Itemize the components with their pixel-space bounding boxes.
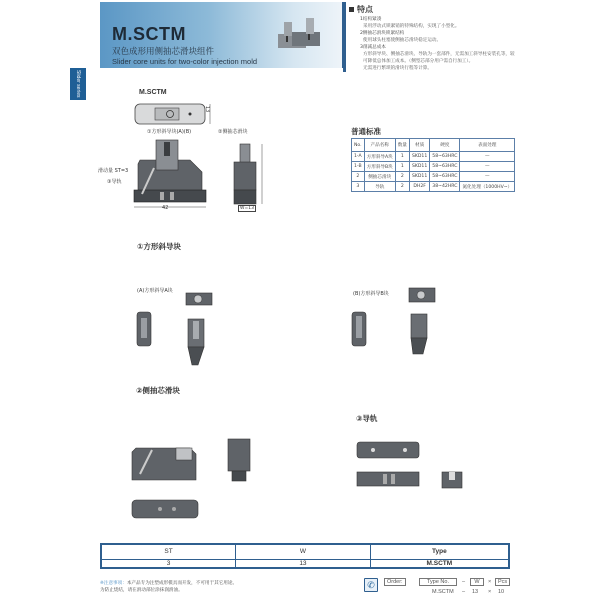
table-row: 1-A 方形斜导A块 1 SKD11 58~63HRC — bbox=[352, 152, 515, 162]
guide-block-a-views bbox=[182, 285, 222, 375]
accent-bar bbox=[343, 2, 346, 72]
standard-table: No. 产品名称 数量 材质 硬度 表面处理 1-A 方形斜导A块 1 SKD11 58~63HRC — 1-B 方形斜导B块 1 SKD11 58~63HRC — 2 侧抽芯滑块 2 SKD11 58~63HRC — 3 导轨 2 DH2F 38~42HRC 氮化处理（1000HV~） bbox=[351, 138, 515, 192]
guide-block-a-side bbox=[135, 310, 155, 350]
product-banner bbox=[100, 2, 345, 68]
callout-part1: ①方形斜导块(A)(B) bbox=[147, 129, 192, 135]
table-row: 2 侧抽芯滑块 2 SKD11 58~63HRC — bbox=[352, 172, 515, 182]
guide-rail-top bbox=[355, 440, 425, 460]
table-row: 1-B 方形斜导B块 1 SKD11 58~63HRC — bbox=[352, 162, 515, 172]
features-list: 1结构紧凑 采用浮动式锁紧销的特殊结构，实现了小型化。 2侧抽芯滑块锁紧结构 使用球头柱塞使侧抽芯滑块稳定运动。 3削减总成本 方形斜导块、侧抽芯滑块、导轨为一套部件，无需加工斜导柱安装孔等，较可降低总体加工成本。（侧型芯部分用户需自行加工）。 无需进行繁琐的滑块行程等计算。 bbox=[360, 17, 515, 71]
guide-block-b-views bbox=[405, 270, 445, 360]
product-title-en: Slider core units for two-color injection mold bbox=[112, 57, 258, 66]
side-core-slider-front bbox=[130, 440, 200, 485]
callout-part2: ②侧抽芯滑块 bbox=[218, 129, 248, 135]
assembly-top-view bbox=[130, 100, 220, 128]
order-example: ✆ Order: Type No. – W × Pcs M.SCTM – 13 × 10 bbox=[364, 576, 514, 600]
spec-table: ST W Type 3 13 M.SCTM bbox=[100, 543, 510, 569]
product-model: M.SCTM bbox=[112, 24, 186, 44]
product-photo-icon bbox=[274, 14, 324, 54]
series-side-tab: Slider series bbox=[70, 68, 86, 100]
table-row: 3 13 M.SCTM bbox=[101, 559, 509, 568]
phone-icon: ✆ bbox=[364, 578, 378, 592]
standard-title: 普通标准 bbox=[351, 127, 381, 136]
product-title-cn: 双色成形用侧抽芯滑块组件 bbox=[112, 47, 215, 57]
assembly-title: M.SCTM bbox=[139, 89, 167, 96]
guide-rail-front bbox=[355, 470, 425, 490]
assembly-side-view bbox=[230, 140, 270, 210]
section1-title: ①方形斜导块 bbox=[137, 242, 181, 251]
side-core-slider-side bbox=[220, 435, 265, 495]
features-title: 特点 bbox=[349, 4, 373, 15]
callout-part3: ③导轨 bbox=[107, 179, 122, 185]
guide-block-b-side bbox=[350, 310, 370, 350]
assembly-front-view bbox=[130, 138, 210, 210]
table-row: 3 导轨 2 DH2F 38~42HRC 氮化处理（1000HV~） bbox=[352, 182, 515, 192]
guide-rail-side bbox=[440, 470, 470, 492]
section2-title: ②侧抽芯滑块 bbox=[136, 386, 180, 395]
section3-title: ③导轨 bbox=[356, 414, 378, 423]
side-core-slider-bottom bbox=[130, 498, 205, 520]
callout-stroke: 滑动量 ST=3 bbox=[98, 168, 129, 174]
notes: ※注意事项：本产品专为注塑成形模具而开发，不可用于其它用途。 为防止烧结，请在滑动部位涂抹润滑油。 bbox=[100, 581, 238, 593]
